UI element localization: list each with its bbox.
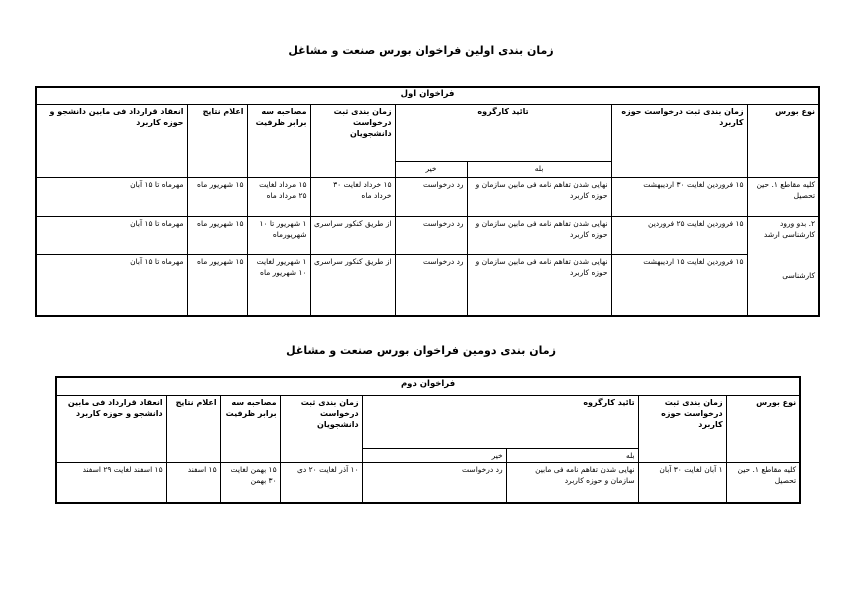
cell-no: رد درخواست <box>362 462 506 503</box>
header-results: اعلام نتایج <box>187 104 247 178</box>
header-yes: بله <box>467 161 611 178</box>
schedule-table-1 <box>35 86 820 317</box>
header-yes: بله <box>506 448 638 462</box>
header-results: اعلام نتایج <box>166 395 220 462</box>
header-request-time: زمان بندی ثبت درخواست حوزه کاربرد <box>638 395 726 462</box>
cell-results: ۱۵ شهریور ماه <box>187 178 247 216</box>
cell-student-reg: از طریق کنکور سراسری <box>310 254 395 316</box>
cell-results: ۱۵ شهریور ماه <box>187 216 247 254</box>
cell-results: ۱۵ شهریور ماه <box>187 254 247 316</box>
header-interview: مصاحبه سه برابر ظرفیت <box>220 395 280 462</box>
cell-no: رد درخواست <box>395 254 467 316</box>
header-request-time: زمان بندی ثبت درخواست حوزه کاربرد <box>611 104 747 178</box>
header-contract: انعقاد قرارداد فی مابین دانشجو و حوزه کاربرد <box>56 395 166 462</box>
header-student-reg: زمان بندی ثبت درخواست دانشجویان <box>310 104 395 178</box>
cell-contract: مهرماه تا ۱۵ آبان <box>36 178 187 216</box>
cell-student-reg: از طریق کنکور سراسری <box>310 216 395 254</box>
cell-no: رد درخواست <box>395 216 467 254</box>
header-approval: تائید کارگروه <box>395 104 611 161</box>
cell-yes: نهایی شدن تفاهم نامه فی مابین سازمان و حوزه کاربرد <box>506 462 638 503</box>
table1-title: زمان بندی اولین فراخوان بورس صنعت و مشاغل <box>288 44 554 57</box>
cell-request-time: ۱۵ فروردین لغایت ۲۵ فروردین <box>611 216 747 254</box>
cell-yes: نهایی شدن تفاهم نامه فی مابین سازمان و حوزه کاربرد <box>467 178 611 216</box>
cell-yes: نهایی شدن تفاهم نامه فی مابین سازمان و حوزه کاربرد <box>467 254 611 316</box>
cell-student-reg: ۱۰ آذر لغایت ۲۰ دی <box>280 462 362 503</box>
cell-request-time: ۱۵ فروردین لغایت ۱۵ اردیبهشت <box>611 254 747 316</box>
header-approval: تائید کارگروه <box>362 395 638 448</box>
header-contract: انعقاد قرارداد فی مابین دانشجو و حوزه کاربرد <box>36 104 187 178</box>
header-no: خیر <box>395 161 467 178</box>
cell-interview: ۱ شهریور لغایت ۱۰ شهریور ماه <box>247 254 310 316</box>
cell-results: ۱۵ اسفند <box>166 462 220 503</box>
cell-interview: ۱۵ مرداد لغایت ۲۵ مرداد ماه <box>247 178 310 216</box>
header-student-reg: زمان بندی ثبت درخواست دانشجویان <box>280 395 362 462</box>
cell-type-line: ۲. بدو ورود کارشناسی ارشد <box>763 218 816 239</box>
cell-interview: ۱۵ بهمن لغایت ۳۰ بهمن <box>220 462 280 503</box>
cell-contract: ۱۵ اسفند لغایت ۲۹ اسفند <box>56 462 166 503</box>
cell-no: رد درخواست <box>395 178 467 216</box>
cell-type <box>747 216 819 316</box>
header-no: خیر <box>362 448 506 462</box>
cell-type-line: کارشناسی <box>782 270 816 280</box>
cell-type: کلیه مقاطع ۱. حین تحصیل <box>726 462 800 503</box>
header-interview: مصاحبه سه برابر ظرفیت <box>247 104 310 178</box>
call-label: فراخوان اول <box>36 87 819 104</box>
cell-student-reg: ۱۵ خرداد لغایت ۳۰ خرداد ماه <box>310 178 395 216</box>
cell-request-time: ۱ آبان لغایت ۳۰ آبان <box>638 462 726 503</box>
header-type: نوع بورس <box>726 395 800 462</box>
header-type: نوع بورس <box>747 104 819 178</box>
cell-request-time: ۱۵ فروردین لغایت ۳۰ اردیبهشت <box>611 178 747 216</box>
cell-type: کلیه مقاطع ۱. حین تحصیل <box>747 178 819 216</box>
call-label: فراخوان دوم <box>56 377 800 395</box>
cell-yes: نهایی شدن تفاهم نامه فی مابین سازمان و حوزه کاربرد <box>467 216 611 254</box>
table2-title: زمان بندی دومین فراخوان بورس صنعت و مشاغل <box>286 344 556 357</box>
schedule-table-2 <box>55 376 801 504</box>
cell-contract: مهرماه تا ۱۵ آبان <box>36 254 187 316</box>
cell-contract: مهرماه تا ۱۵ آبان <box>36 216 187 254</box>
cell-interview: ۱ شهریور تا ۱۰ شهریورماه <box>247 216 310 254</box>
